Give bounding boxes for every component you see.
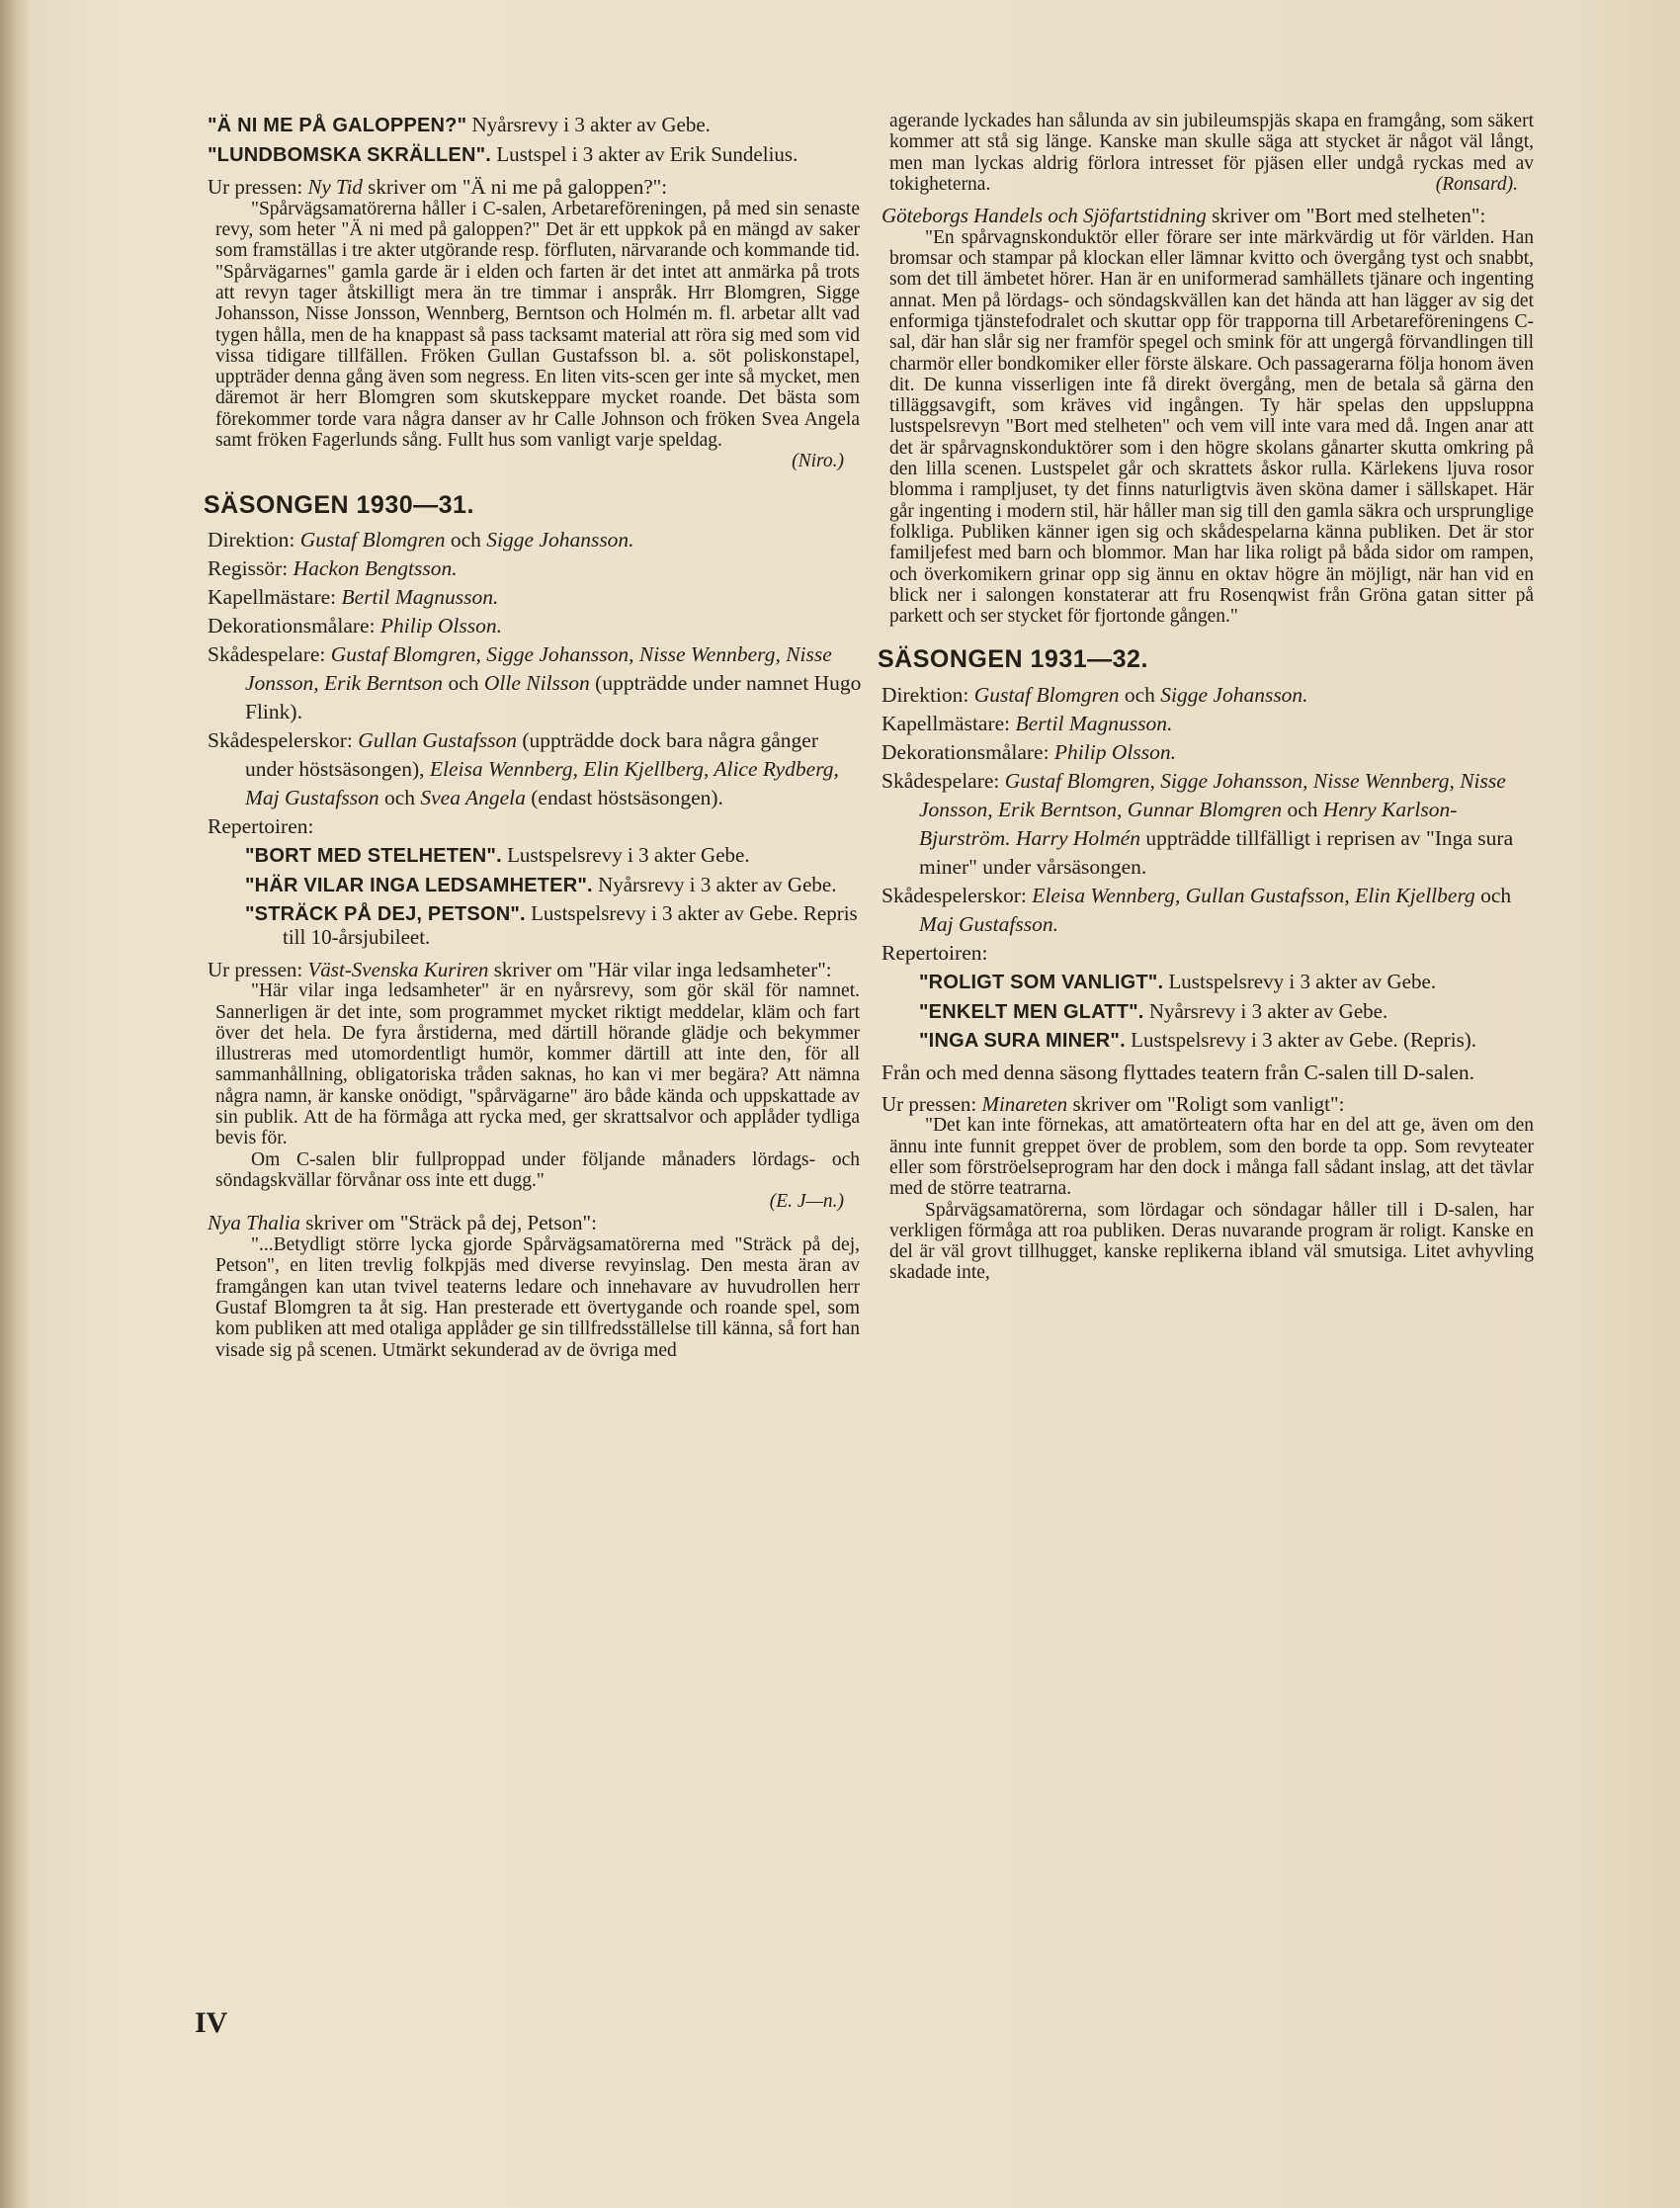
press-intro: Nya Thalia skriver om "Sträck på dej, Petson":	[208, 1211, 597, 1235]
press-quote: "...Betydligt större lycka gjorde Spårvägsamatörerna med "Sträck på dej, Petson", en liten trevlig folkpjäs med diverse revyinslag. Den mesta äran av framgången kan utan tvivel teaterns ledare och innehavare av huvudrollen herr Gustaf Blomgren ta åt sig. Han presterade ett övertygande och roande spel, som kom publiken att med otaliga applåder ge sin tillfredsställelse till känna, så fort han visade sig på scenen. Utmärkt sekunderad av de övriga med	[215, 1234, 860, 1361]
credit-director: Regissör: Hackon Bengtsson.	[208, 556, 458, 581]
credit-set-painter: Dekorationsmålare: Philip Olsson.	[208, 614, 502, 638]
play-title: "LUNDBOMSKA SKRÄLLEN".	[208, 143, 492, 166]
credit-repertoire: Repertoiren:	[208, 814, 314, 839]
press-quote: "Det kan inte förnekas, att amatörteatern ofta har en del att ge, även om den ännu inte funnit greppet över de problem, som den borde ta opp. Som revyteater eller som förströelseprogram har den dock i många fall sådant inslag, att det tävlar med de större teatrarna. Spårvägsamatörerna, som lördagar och söndagar håller till i D-salen, har verkligen förmåga att roa publiken. Deras nuvarande program är roligt. Kanske en del är väl grovt tillhugget, kanske replikerna ibland väl smutsiga. Litet avhyvling skadade inte,	[889, 1115, 1534, 1284]
credit-actors: Skådespelare: Gustaf Blomgren, Sigge Johansson, Nisse Wennberg, Nisse Jonsson, Erik Berntson och Olle Nilsson (uppträdde under namnet Hugo Flink).	[208, 642, 862, 724]
press-signature: (Niro.)	[792, 451, 844, 472]
play-description: Lustspelsrevy i 3 akter av Gebe. (Repris).	[1131, 1028, 1477, 1053]
play-title: "STRÄCK PÅ DEJ, PETSON".	[245, 903, 526, 926]
play-title: "ENKELT MEN GLATT".	[919, 1000, 1144, 1023]
play-description: Lustspelsrevy i 3 akter av Gebe.	[1168, 970, 1437, 994]
play-title: "Ä NI ME PÅ GALOPPEN?"	[208, 115, 467, 136]
play-entry	[882, 1000, 1538, 1024]
play-entry	[208, 874, 864, 897]
season-heading: SÄSONGEN 1930—31.	[204, 490, 474, 519]
press-intro: Ur pressen: Minareten skriver om "Roligt som vanligt":	[882, 1091, 1345, 1116]
credit-conductor: Kapellmästare: Bertil Magnusson.	[208, 585, 499, 610]
season-heading: SÄSONGEN 1931—32.	[878, 645, 1148, 674]
right-column	[878, 111, 1538, 1284]
play-description: Nyårsrevy i 3 akter av Gebe.	[598, 872, 837, 896]
press-source: Ny Tid	[307, 175, 363, 200]
play-entry	[208, 902, 864, 948]
credits	[882, 681, 1538, 968]
credit-actors: Skådespelare: Gustaf Blomgren, Sigge Johansson, Nisse Wennberg, Nisse Jonsson, Erik Berntson, Gunnar Blomgren och Henry Karlson-Bjurström. Harry Holmén uppträdde tillfälligt i reprisen av "Inga sura miner" under vårsäsongen.	[882, 769, 1514, 880]
play-entry	[208, 114, 864, 137]
press-quote: "Spårvägsamatörerna håller i C-salen, Arbetareföreningen, på med sin senaste revy, som heter "Ä ni med på galoppen?" Det är ett uppkok på en mängd av saker som framställas i tre akter utgörande resp. förfluten, närvarande och kommande tid. "Spårvägarnes" gamla garde är i elden och farten är det intet att anmärka på trots att revyn tager åtskilligt mera än tre timmar i anspråk. Hrr Blomgren, Sigge Johansson, Nisse Jonsson, Wennberg, Berntson och Holmén m. fl. arbetar allt vad tygen hålla, men de ha knappast så pass tacksamt material att röra sig med som vid vissa tidigare tillfällen. Fröken Gullan Gustafsson bl. a. söt poliskonstapel, uppträder denna gång även som negress. En liten vits-scen ger inte så mycket, men däremot är herr Blomgren som skutskeppare mycket roande. Det bästa som förekommer torde vara några danser av hr Calle Johnson och fröken Svea Angela samt fröken Fagerlunds sång. Fullt hus som vanligt varje speldag. (Niro.)	[215, 198, 860, 472]
press-intro: Ur pressen: Väst-Svenska Kuriren skriver om "Här vilar inga ledsamheter":	[208, 957, 832, 981]
play-description: Lustspel i 3 akter av Erik Sundelius.	[496, 141, 798, 166]
credits	[208, 526, 864, 841]
press-quote: "Här vilar inga ledsamheter" är en nyårsrevy, som gör skäl för namnet. Sannerligen är det inte, som programmet mycket riktigt meddelar, kläm och fart över det hela. De fyra årstiderna, med därtill hörande glädje och bekymmer illustreras med utomordentligt humör, kommer därtill att inte den, för all sammanhållning, obligatoriska tråden saknas, ho kan vi mer begära? Att nämna några namn, är kanske onödigt, "spårvägarne" äro både kända och uppskattade av sin publik. Att de ha förmåga att rycka med, ger skrattsalvor och applåder tydliga bevis för. Om C-salen blir fullproppad under följande månaders lördags- och söndagskvällar förvånar oss inte ett dugg." (E. J—n.)	[215, 980, 860, 1213]
press-intro: Göteborgs Handels och Sjöfartstidning skriver om "Bort med stelheten":	[882, 204, 1486, 228]
credit-set-painter: Dekorationsmålare: Philip Olsson.	[882, 740, 1176, 765]
credit-repertoire: Repertoiren:	[882, 941, 988, 966]
press-signature: (Ronsard).	[1435, 173, 1518, 195]
play-title: "ROLIGT SOM VANLIGT".	[919, 972, 1164, 994]
press-quote: "En spårvagnskonduktör eller förare ser inte märkvärdig ut för världen. Han bromsar och stampar på klockan eller lämnar kvitto och övergång tyst och snabbt, som det till ämbetet hörer. Han är en uniformerad samhällets tjänare och ingenting annat. Men på lördags- och söndagskvällen kan det hända att han lägger av sig det enformiga tjänstefodralet och skuttar opp för trapporna till Arbetareföreningens C-sal, där han slår sig ner framför spegel och smink för att ungergå förvandlingen till charmör eller bondkomiker eller förste älskare. Och passagerarna följa honom även dit. De kunna visserligen inte få direkt övergång, men de betala så gärna den tilläggsavgift, som kräves vid ingången. Ty här spelas den uppsluppna lustspelsrevyn "Bort med stelheten" och vem vill inte vara med då. Ingen anar att det är spårvagnskonduktörer som i den högre skolans gånarter skutta omkring på den lilla scenen. Lustspelet går och skrattets åskor rulla. Kärlekens ljuva rosor blomma i rampljuset, ty det finns naturligtvis även sköna damer i sällskapet. Här går ingenting i modern stil, här håller man sig till den gamla säkra och ursprunglige folkliga. Publiken känner igen sig och skådespelarna känna publiken. Det är stor familjefest med barn och blommor. Man har lika roligt på båda sidor om rampen, och överkomikern grinar opp sig ännu en oktav högre än möjligt, när han vid en blick ner i salongen konstaterar att fru Rosenqwist från Gröna gatan sitter på parkett och ser stycket för fjortonde gången."	[889, 226, 1534, 628]
play-description: Nyårsrevy i 3 akter av Gebe.	[1148, 998, 1388, 1023]
press-source: Nya Thalia	[208, 1211, 300, 1235]
page-number: IV	[195, 2006, 228, 2039]
venue-move-note: Från och med denna säsong flyttades teatern från C-salen till D-salen.	[882, 1060, 1475, 1084]
credit-conductor: Kapellmästare: Bertil Magnusson.	[882, 712, 1173, 736]
press-intro: Ur pressen: Ny Tid skriver om "Ä ni me på galoppen?":	[208, 175, 668, 200]
play-description: Nyårsrevy i 3 akter av Gebe.	[471, 113, 711, 136]
press-source: Göteborgs Handels och Sjöfartstidning	[882, 204, 1207, 228]
play-entry	[882, 971, 1538, 994]
press-signature: (E. J—n.)	[769, 1191, 844, 1213]
play-description: Lustspelsrevy i 3 akter Gebe.	[507, 843, 750, 868]
play-entry	[208, 844, 864, 868]
credit-direction: Direktion: Gustaf Blomgren och Sigge Johansson.	[882, 683, 1308, 708]
play-entry	[208, 143, 864, 167]
credit-direction: Direktion: Gustaf Blomgren och Sigge Johansson.	[208, 528, 634, 552]
press-source: Minareten	[981, 1091, 1068, 1116]
credit-actresses: Skådespelerskor: Eleisa Wennberg, Gullan Gustafsson, Elin Kjellberg och Maj Gustafsson.	[882, 884, 1512, 937]
play-title: "INGA SURA MINER".	[919, 1030, 1126, 1053]
play-entry	[882, 1029, 1538, 1053]
press-source: Väst-Svenska Kuriren	[307, 957, 489, 981]
play-title: "BORT MED STELHETEN".	[245, 845, 502, 868]
credit-actresses: Skådespelerskor: Gullan Gustafsson (uppträdde dock bara några gånger under höstsäsongen), Eleisa Wennberg, Elin Kjellberg, Alice Rydberg, Maj Gustafsson och Svea Angela (endast höstsäsongen).	[208, 728, 839, 810]
play-description: Lustspelsrevy i 3 akter av Gebe. Repris till 10-årsjubileet.	[283, 901, 858, 950]
play-title: "HÄR VILAR INGA LEDSAMHETER".	[245, 874, 593, 896]
left-column	[204, 111, 864, 1361]
press-quote-continued: agerande lyckades han sålunda av sin jubileumspjäs skapa en framgång, som säkert kommer att stå sig länge. Kanske man skulle säga att stycket är något väl långt, men man lyckas aldrig förlora intresset för pjäsen eller undgå ryckas med av tokigheterna. (Ronsard).	[889, 111, 1534, 195]
